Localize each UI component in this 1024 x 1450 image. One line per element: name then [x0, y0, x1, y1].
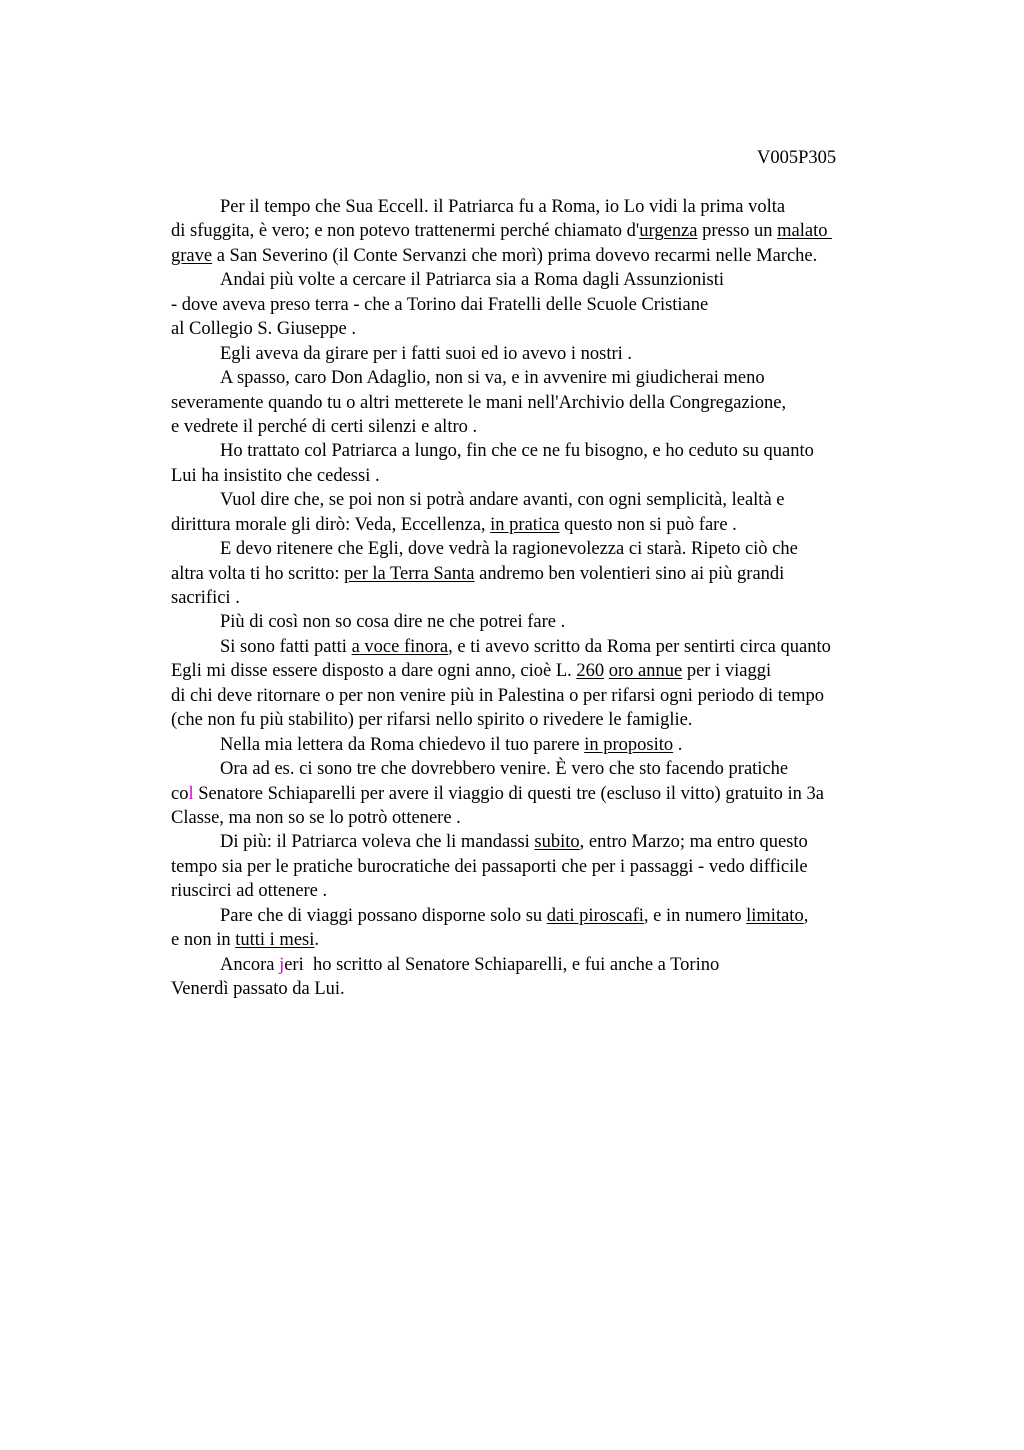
text-run: Venerdì passato da Lui. [171, 979, 345, 999]
text-run: Classe, ma non so se lo potrò ottenere . [171, 807, 461, 828]
text-line [171, 391, 931, 415]
text-run: Nella mia lettera da Roma chiedevo il tuo parere [220, 734, 585, 755]
text-run: . [314, 930, 319, 951]
text-run: A spasso, caro Don Adaglio, non si va, e in avvenire mi giudicherai meno [220, 368, 765, 389]
text-line [171, 219, 931, 243]
text-run: Pare che di viaggi possano disporne solo su [220, 905, 547, 926]
text-line [171, 806, 931, 830]
text-run: eri ho scritto al Senatore Schiaparelli, e fui anche a Torino [284, 954, 720, 975]
underlined-text: in proposito [584, 734, 674, 755]
text-run: Lui ha insistito che cedessi . [171, 465, 380, 486]
text-run: a San Severino (il Conte Servanzi che morì) prima dovevo recarmi nelle Marche. [212, 245, 818, 266]
text-line [171, 488, 931, 512]
text-line [171, 782, 931, 806]
text-line [171, 195, 931, 219]
text-line [171, 268, 931, 292]
text-run: Egli aveva da girare per i fatti suoi ed io avevo i nostri . [220, 343, 633, 364]
text-line [171, 610, 931, 634]
text-run: riuscirci ad ottenere . [171, 881, 328, 902]
text-line [171, 904, 931, 928]
text-run: Ho trattato col Patriarca a lungo, fin che ce ne fu bisogno, e ho ceduto su quanto [220, 441, 814, 462]
text-line [171, 879, 931, 903]
text-run: (che non fu più stabilito) per rifarsi nello spirito o rivedere le famiglie. [171, 710, 693, 731]
text-line [171, 537, 931, 561]
underlined-text: tutti i mesi [235, 930, 315, 951]
underlined-text: grave [171, 245, 213, 266]
underlined-text: 260 [576, 661, 605, 682]
text-line [171, 513, 931, 537]
text-line [171, 293, 931, 317]
text-line [171, 415, 931, 439]
text-run: sacrifici . [171, 588, 240, 608]
underlined-text: oro annue [608, 661, 683, 682]
highlighted-letter: j [279, 954, 285, 975]
text-run: di chi deve ritornare o per non venire più in Palestina o per rifarsi ogni periodo di tempo [171, 685, 824, 706]
text-line [171, 244, 931, 268]
text-line [171, 439, 931, 463]
underlined-text: limitato [746, 905, 804, 926]
text-run: , e ti avevo scritto da Roma per sentirti circa quanto [448, 636, 831, 657]
text-run: - dove aveva preso terra - che a Torino dai Fratelli delle Scuole Cristiane [171, 294, 709, 315]
text-line [171, 635, 931, 659]
text-run: di sfuggita, è vero; e non potevo trattenermi perché chiamato d' [171, 221, 640, 242]
text-line [171, 684, 931, 708]
underlined-text: in pratica [490, 514, 560, 535]
text-line [171, 830, 931, 854]
document-code: V005P305 [757, 148, 837, 168]
text-run: dirittura morale gli dirò: Veda, Eccellenza, [171, 514, 491, 535]
text-line [171, 733, 931, 757]
text-run: , [803, 905, 809, 926]
text-run: questo non si può fare . [559, 514, 737, 535]
text-run: e non in [171, 930, 236, 951]
text-run: altra volta ti ho scritto: [171, 563, 345, 584]
text-line [171, 464, 931, 488]
text-line [171, 342, 931, 366]
text-run: , e in numero [643, 905, 747, 926]
text-line [171, 757, 931, 781]
underlined-text: malato [777, 221, 833, 242]
text-run: Ora ad es. ci sono tre che dovrebbero venire. È vero che sto facendo pratiche [220, 759, 789, 780]
underlined-text: dati piroscafi [546, 905, 644, 926]
text-run: . [673, 734, 683, 755]
letter-body [171, 195, 931, 1001]
text-line [171, 928, 931, 952]
text-run: Si sono fatti patti [220, 636, 352, 657]
text-line [171, 659, 931, 683]
text-run: tempo sia per le pratiche burocratiche dei passaporti che per i passaggi - vedo difficile [171, 856, 808, 877]
text-run: , entro Marzo; ma entro questo [579, 832, 808, 853]
text-run: Di più: il Patriarca voleva che li mandassi [220, 832, 535, 853]
text-run: Per il tempo che Sua Eccell. il Patriarca fu a Roma, io Lo vidi la prima volta [220, 197, 786, 217]
text-line [171, 953, 931, 977]
text-run: co [171, 783, 189, 804]
text-run: severamente quando tu o altri metterete le mani nell'Archivio della Congregazione, [171, 392, 787, 413]
text-run: Andai più volte a cercare il Patriarca sia a Roma dagli Assunzionisti [220, 270, 724, 291]
highlighted-letter: l [188, 783, 194, 804]
text-run: Vuol dire che, se poi non si potrà andare avanti, con ogni semplicità, lealtà e [220, 490, 785, 511]
underlined-text: urgenza [639, 221, 698, 242]
text-run: Senatore Schiaparelli per avere il viaggio di questi tre (escluso il vitto) gratuito in 3a [193, 783, 824, 804]
text-line [171, 855, 931, 879]
text-run: andremo ben volentieri sino ai più grandi [474, 563, 785, 584]
text-line [171, 708, 931, 732]
text-run: Più di così non so cosa dire ne che potrei fare . [220, 612, 566, 633]
text-line [171, 977, 931, 1001]
text-run: al Collegio S. Giuseppe . [171, 319, 356, 340]
text-run: E devo ritenere che Egli, dove vedrà la ragionevolezza ci starà. Ripeto ciò che [220, 539, 798, 560]
text-line [171, 317, 931, 341]
text-run: e vedrete il perché di certi silenzi e altro . [171, 416, 478, 437]
text-run: Egli mi disse essere disposto a dare ogni anno, cioè L. [171, 661, 577, 682]
text-run: presso un [697, 221, 778, 242]
underlined-text: a voce finora [351, 636, 449, 657]
text-line [171, 586, 931, 610]
underlined-text: subito [534, 832, 580, 853]
text-line [171, 366, 931, 390]
text-line [171, 562, 931, 586]
text-run: Ancora [220, 954, 280, 975]
text-run: per i viaggi [682, 661, 772, 682]
underlined-text: per la Terra Santa [344, 563, 475, 584]
